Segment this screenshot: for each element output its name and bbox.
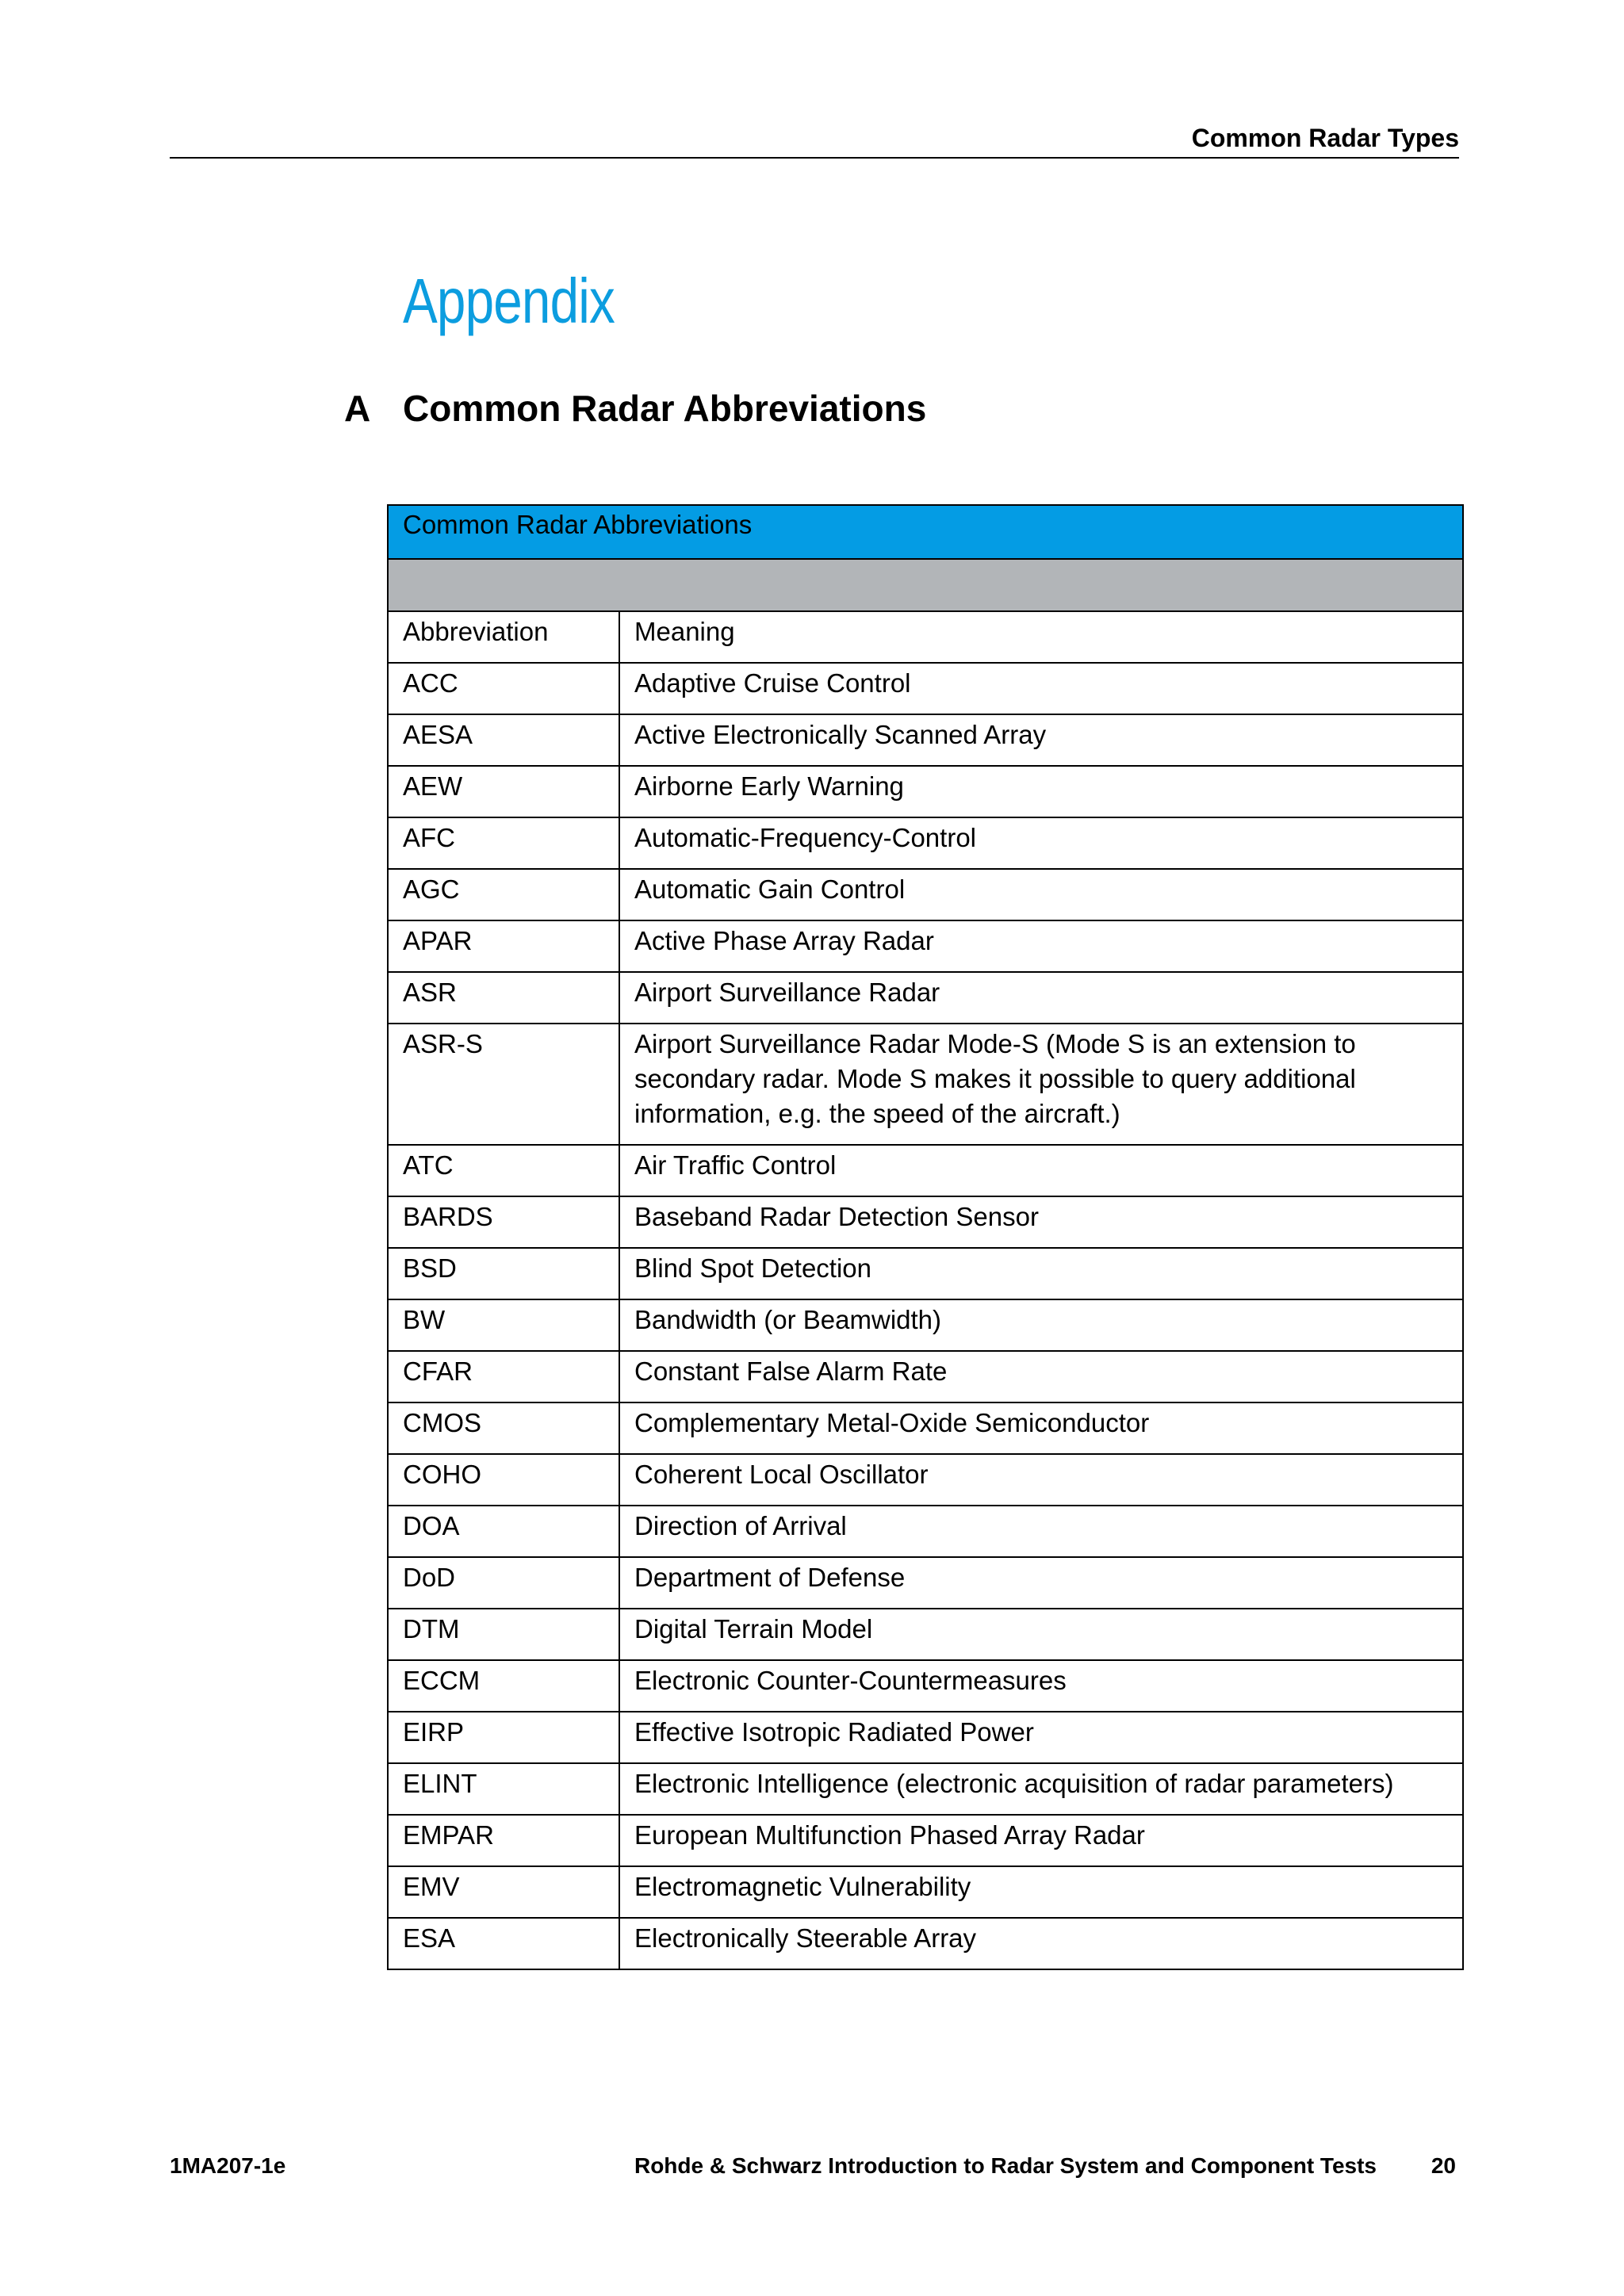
table-spacer-row (388, 559, 1463, 611)
section-heading (344, 390, 926, 427)
abbreviation-cell: APAR (388, 920, 619, 972)
abbreviation-cell: EMPAR (388, 1815, 619, 1866)
abbreviation-cell: AEW (388, 766, 619, 817)
meaning-cell: Electronic Counter-Countermeasures (619, 1660, 1463, 1712)
abbreviation-cell: CFAR (388, 1351, 619, 1402)
table-row (388, 1866, 1463, 1918)
section-letter: A (344, 388, 371, 429)
abbreviations-table (387, 504, 1464, 1970)
table-row (388, 1815, 1463, 1866)
meaning-cell: Complementary Metal-Oxide Semiconductor (619, 1402, 1463, 1454)
meaning-cell: Electronically Steerable Array (619, 1918, 1463, 1969)
table-row (388, 817, 1463, 869)
meaning-cell: Electronic Intelligence (electronic acquisition of radar parameters) (619, 1763, 1463, 1815)
meaning-cell: Blind Spot Detection (619, 1248, 1463, 1299)
abbreviation-cell: AESA (388, 714, 619, 766)
table-row (388, 663, 1463, 714)
abbreviation-cell: BSD (388, 1248, 619, 1299)
abbreviation-cell: ECCM (388, 1660, 619, 1712)
table-spacer-cell (388, 559, 1463, 611)
abbreviation-cell: ASR (388, 972, 619, 1024)
meaning-cell: Digital Terrain Model (619, 1609, 1463, 1660)
table-row (388, 1145, 1463, 1196)
table-row (388, 1918, 1463, 1969)
table-row (388, 1351, 1463, 1402)
running-header (170, 124, 1459, 159)
table-row (388, 1506, 1463, 1557)
meaning-cell: Adaptive Cruise Control (619, 663, 1463, 714)
abbreviation-cell: ELINT (388, 1763, 619, 1815)
footer-doc-title: Rohde & Schwarz Introduction to Radar System and Component Tests (634, 2153, 1377, 2178)
meaning-cell: Constant False Alarm Rate (619, 1351, 1463, 1402)
table-row (388, 1557, 1463, 1609)
abbreviation-cell: DoD (388, 1557, 619, 1609)
section-title: Common Radar Abbreviations (403, 388, 927, 429)
abbreviation-cell: ASR-S (388, 1024, 619, 1145)
table-row (388, 1660, 1463, 1712)
abbreviation-cell: CMOS (388, 1402, 619, 1454)
abbreviation-cell: AFC (388, 817, 619, 869)
abbreviation-cell: DOA (388, 1506, 619, 1557)
meaning-cell: Air Traffic Control (619, 1145, 1463, 1196)
table-row (388, 1024, 1463, 1145)
table-row (388, 1712, 1463, 1763)
meaning-cell: Airborne Early Warning (619, 766, 1463, 817)
table-row (388, 766, 1463, 817)
abbreviation-cell: AGC (388, 869, 619, 920)
abbreviation-cell: EIRP (388, 1712, 619, 1763)
table-row (388, 1609, 1463, 1660)
table-row (388, 1454, 1463, 1506)
table-row (388, 714, 1463, 766)
abbreviation-cell: ATC (388, 1145, 619, 1196)
meaning-cell: European Multifunction Phased Array Radar (619, 1815, 1463, 1866)
table-row (388, 869, 1463, 920)
table-row (388, 1196, 1463, 1248)
abbreviation-cell: ESA (388, 1918, 619, 1969)
meaning-cell: Effective Isotropic Radiated Power (619, 1712, 1463, 1763)
table-caption-row (388, 505, 1463, 559)
meaning-cell: Automatic Gain Control (619, 869, 1463, 920)
abbreviation-cell: ACC (388, 663, 619, 714)
column-header-abbreviation: Abbreviation (388, 611, 619, 663)
meaning-cell: Active Phase Array Radar (619, 920, 1463, 972)
meaning-cell: Active Electronically Scanned Array (619, 714, 1463, 766)
meaning-cell: Electromagnetic Vulnerability (619, 1866, 1463, 1918)
abbreviation-cell: BARDS (388, 1196, 619, 1248)
meaning-cell: Department of Defense (619, 1557, 1463, 1609)
meaning-cell: Direction of Arrival (619, 1506, 1463, 1557)
table-row (388, 1248, 1463, 1299)
table-header-row (388, 611, 1463, 663)
abbreviation-cell: EMV (388, 1866, 619, 1918)
meaning-cell: Bandwidth (or Beamwidth) (619, 1299, 1463, 1351)
table-row (388, 972, 1463, 1024)
meaning-cell: Baseband Radar Detection Sensor (619, 1196, 1463, 1248)
abbreviation-cell: COHO (388, 1454, 619, 1506)
column-header-meaning: Meaning (619, 611, 1463, 663)
abbreviation-cell: BW (388, 1299, 619, 1351)
table-row (388, 1763, 1463, 1815)
abbreviation-cell: DTM (388, 1609, 619, 1660)
table-row (388, 920, 1463, 972)
appendix-title: Appendix (403, 266, 615, 336)
table-row (388, 1402, 1463, 1454)
footer-page-number: 20 (1431, 2153, 1456, 2178)
footer-doc-id: 1MA207-1e (170, 2153, 286, 2178)
meaning-cell: Airport Surveillance Radar Mode-S (Mode S is an extension to secondary radar. Mode S makes it possible to query additional information, e.g. the speed of the aircraft.) (619, 1024, 1463, 1145)
meaning-cell: Coherent Local Oscillator (619, 1454, 1463, 1506)
meaning-cell: Automatic-Frequency-Control (619, 817, 1463, 869)
running-header-title: Common Radar Types (1191, 124, 1459, 152)
meaning-cell: Airport Surveillance Radar (619, 972, 1463, 1024)
table-caption: Common Radar Abbreviations (388, 505, 1463, 559)
table-row (388, 1299, 1463, 1351)
